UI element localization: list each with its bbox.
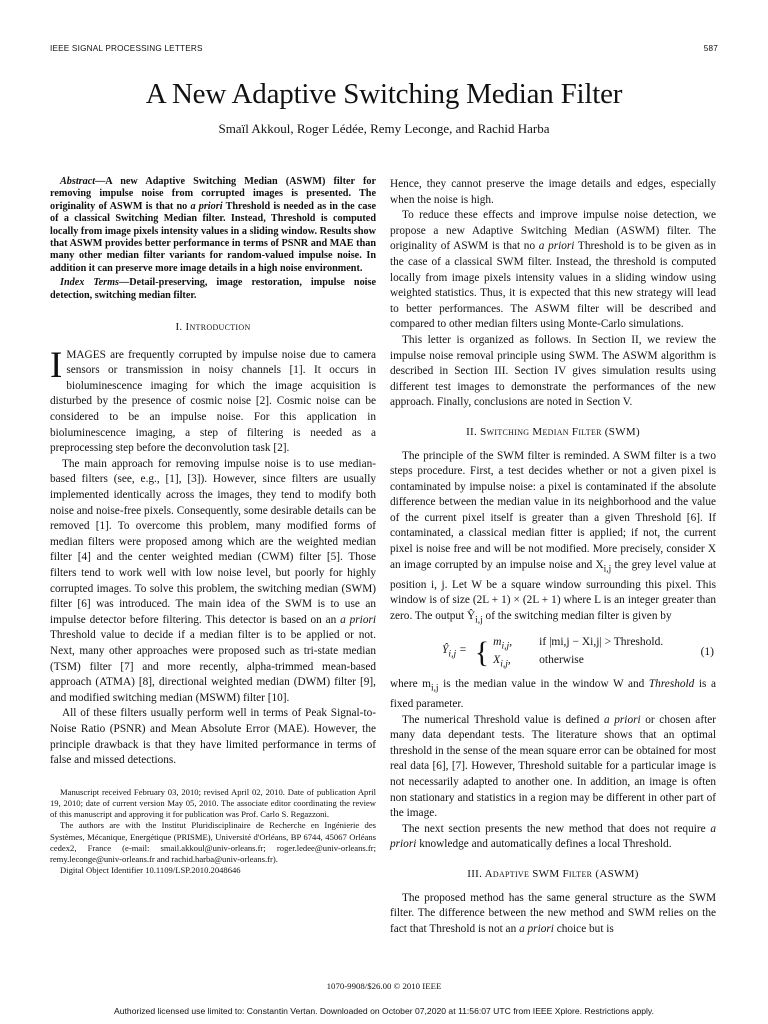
- index-terms-text: Detail-preserving, image restoration, impulse noise detection, switching median filter.: [50, 277, 376, 301]
- section-heading-aswm: III. Adaptive SWM Filter (ASWM): [467, 867, 639, 880]
- case-2-value: $X_{i,j}$,: [493, 653, 511, 670]
- right-paragraph-1: Hence, they cannot preserve the image details and edges, especially when the noise is high.: [390, 178, 716, 206]
- equation-number: (1): [700, 646, 714, 659]
- right-paragraph-2: [390, 208, 716, 333]
- right-p2-italic: a priori: [538, 240, 575, 253]
- aswm-p1-italic: a priori: [519, 922, 554, 935]
- swm-p1-sub: i,j: [603, 563, 612, 574]
- license-notice: Authorized licensed use limited to: Constantin Vertan. Downloaded on October 07,2020 at 11:56:07 UTC from IEEE Xplore. Restrictions apply.: [114, 1006, 654, 1016]
- index-terms: [50, 277, 376, 302]
- swm-paragraph-1: [390, 449, 716, 629]
- equation-1: [390, 635, 716, 672]
- case-1-sub: i,j: [501, 639, 510, 651]
- abstract-label: Abstract: [60, 176, 96, 187]
- footnote-block: [50, 787, 376, 877]
- left-column: [50, 176, 376, 876]
- abstract-text-1: A new Adaptive Switching Median (ASWM) filter for removing impulse noise from corrupted images is presented. The originality of ASWM is that no: [50, 176, 376, 212]
- paper-title: A New Adaptive Switching Median Filter: [145, 78, 623, 110]
- index-terms-label: Index Terms: [60, 277, 120, 289]
- swm-p2-c: is a fixed parameter.: [390, 678, 716, 710]
- swm-p3-italic: a priori: [603, 713, 641, 726]
- aswm-p1-b: choice but is: [553, 922, 614, 935]
- intro-p2-tail: Threshold value to decide if a median filter is to be applied or not. Next, many other approaches were proposed such as tri-state median (TSM) filter [7] and more recently, alpha-trimmed mean-based approach (ATMA) [8], directional weighted median (DWM) filter [9], and modified switching median (MSWM) filter [10].: [50, 629, 376, 704]
- footnote-manuscript: Manuscript received February 03, 2010; revised April 02, 2010. Date of publication April 19, 2010; date of current version May 05, 2010. The associate editor coordinating the review of this manuscript and approving it for publication was Prof. Carlo S. Regazzoni.: [50, 786, 376, 820]
- case-1-value: $m_{i,j}$,: [493, 635, 513, 651]
- intro-paragraph-2: [50, 457, 376, 707]
- swm-p4-italic: a priori: [390, 822, 716, 851]
- swm-p1-c: of the switching median filter is given by: [482, 609, 672, 622]
- swm-p1-a: The principle of the SWM filter is reminded. A SWM filter is a two steps procedure. First, a test decides whether or not a given pixel is contaminated by impulse noise: a pixel is contaminated if the absolute difference between the median value in its neighborhood and the value of the current pixel itself is greater than a given Threshold [6]. If contaminated, a classical median fitter is applied; if not, the current pixel is noise free and will be not modified. More precisely, consider X an image corrupted by an impulse noise and X: [390, 449, 716, 571]
- equation-case-1: [493, 635, 663, 653]
- equation-lhs: $Ŷ_{i,j}$ =: [442, 644, 467, 660]
- swm-p4-a: The next section presents the new method that does not require: [402, 822, 711, 835]
- abstract-italic: a priori: [190, 200, 223, 212]
- swm-p3-b: or chosen after many data dependant tests. The literature shows that an optimal threshold in the sense of the mean square error can be obtained for most real data [6], [7]. However, Threshold suitable for a particular image is not necessarily adapted to another one. In addition, an image is often non stationary and statistics in a region may be different in other part of the image.: [390, 713, 716, 820]
- page-number: 587: [703, 44, 718, 53]
- equation-cases: [493, 635, 663, 672]
- drop-cap: I: [50, 344, 63, 386]
- case-2-condition: otherwise: [539, 653, 584, 666]
- equation-case-2: [493, 653, 663, 671]
- right-column: [390, 177, 716, 937]
- equation-brace: {: [474, 635, 490, 669]
- abstract-dash: —: [95, 176, 106, 187]
- swm-p1-sub2: i,j: [475, 614, 483, 625]
- swm-p1-b: the grey level value at position i, j. Let W be a square window surrounding this pixel. This window is of size (2L + 1) × (2L + 1) where L is an integer greater than zero. The output Ŷ: [390, 558, 716, 622]
- abstract-text-2: Threshold is needed as in the case of a classical Switching Median filter. Instead, Threshold is computed locally from image pixels intensity values in a sliding window. Results show that ASWM provides better performance in terms of PSNR and MAE than many other median filter variants for random-valued impulse noise. In addition it can preserve more image details in a high noise environment.: [50, 200, 376, 274]
- section-heading-swm: II. Switching Median Filter (SWM): [466, 425, 640, 438]
- intro-paragraph-3: All of these filters usually perform well in terms of Peak Signal-to-Noise Ratio (PSNR) and Mean Absolute Error (MAE). However, the principle drawback is that they have limited performance in terms of false and missed detections.: [50, 707, 376, 767]
- running-head: [50, 44, 718, 53]
- intro-p2-italic: a priori: [340, 613, 376, 626]
- eq-lhs-sub: i,j: [448, 648, 457, 660]
- right-p2-a: To reduce these effects and improve impulse noise detection, we propose a new Adaptive Switching Median (ASWM) filter. The originality of ASWM is that no: [390, 209, 716, 253]
- abstract: [50, 176, 376, 275]
- aswm-p1-a: The proposed method has the same general structure as the SWM filter. The difference between the new method and SWM relies on the fact that Threshold is not an: [390, 891, 716, 935]
- case-1-condition: if |mi,j − Xi,j| > Threshold.: [539, 635, 664, 648]
- eq-lhs-symbol: Ŷ: [442, 644, 449, 657]
- footnote-affiliation: The authors are with the Institut Pluridisciplinaire de Recherche en Ingénierie des Systèmes, Mécanique, Energétique (PRISME), Université d'Orléans, BP 6744, 45067 Orléans cedex2, France (e-mail: smail.akkoul@univ-orleans.fr; roger.ledee@univ-orleans.fr; remy.leconge@univ-orleans.fr and rachid.harba@univ-orleans.fr).: [50, 820, 376, 864]
- section-heading-introduction: I. Introduction: [175, 321, 251, 334]
- journal-name: IEEE SIGNAL PROCESSING LETTERS: [50, 44, 203, 53]
- swm-paragraph-2: [390, 677, 716, 712]
- case-2-sub: i,j: [500, 658, 508, 670]
- swm-p4-b: knowledge and automatically defines a local Threshold.: [416, 838, 672, 851]
- footnote-doi: Digital Object Identifier 10.1109/LSP.2010.2048646: [60, 865, 241, 876]
- swm-p2-italic: Threshold: [648, 678, 695, 691]
- case-1-symbol: m: [493, 635, 502, 648]
- author-list: Smaïl Akkoul, Roger Lédée, Remy Leconge, and Rachid Harba: [218, 121, 550, 136]
- swm-paragraph-3: [390, 713, 716, 822]
- index-terms-dash: —: [119, 277, 130, 289]
- swm-p2-b: is the median value in the window W and: [438, 678, 649, 691]
- right-p2-b: Threshold is to be given as in the case of a classical SWM filter. Instead, the threshold is computed locally from image pixels intensity values in a sliding window using weighted statistics. Thus, it is expected that this new strategy will lead to better performances. The ASWM filter will be described and compared to other median filters using Monte-Carlo simulations.: [390, 240, 716, 331]
- intro-p1-text: MAGES are frequently corrupted by impulse noise due to camera sensors or transmission in noisy channels [1]. It occurs in bioluminescence imaging for which the image acquisition is disturbed by the presence of cosmic noise [2]. Cosmic noise can be considered to be an impulse noise. For this application in bioluminescence imaging, a step of filtering is needed as a preprocessing step before the deconvolution task [2].: [50, 348, 376, 455]
- swm-p2-a: where m: [390, 678, 431, 691]
- swm-paragraph-4: [390, 822, 716, 853]
- right-paragraph-3: This letter is organized as follows. In Section II, we review the impulse noise removal principle using SWM. The ASWM algorithm is described in Section III. Section IV gives simulation results using different test images to demonstrate the performances of the new approach. Finally, conclusions are noted in Section V.: [390, 333, 716, 409]
- swm-p3-a: The numerical Threshold value is defined: [402, 713, 604, 726]
- case-2-symbol: X: [493, 653, 501, 666]
- equation-body: [442, 635, 663, 672]
- aswm-paragraph-1: [390, 891, 716, 938]
- intro-p2-text: The main approach for removing impulse noise is to use median-based filters (see, e.g., [1], [3]). However, since filters are usually implemented identically across the images, they tend to modify both noise and noise-free pixels. Consequently, some desirable details can be removed [1]. To overcome this problem, many modified forms of median filters were proposed among which are the weighted median filter [4] and the center weighted median (CWM) filter [5]. Those filters tend to work well with low noise level, but poorly for highly corrupted images. To solve this problem, the switching median (SWM) filter [6] was introduced. The main idea of the SWM is to use an impulse detector before filtering. This detector is based on an: [50, 457, 376, 626]
- intro-paragraph-1: [50, 344, 376, 457]
- swm-p2-sub: i,j: [430, 683, 439, 694]
- copyright-line: 1070-9908/$26.00 © 2010 IEEE: [326, 981, 442, 991]
